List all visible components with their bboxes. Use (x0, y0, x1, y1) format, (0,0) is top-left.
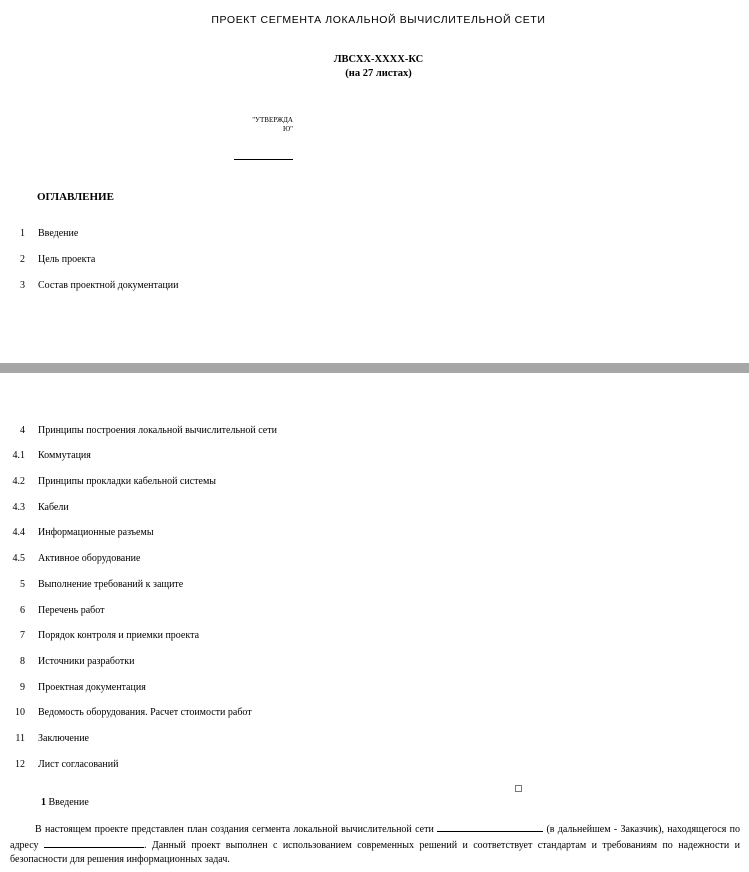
toc-item-label: Перечень работ (38, 605, 105, 616)
blank-field-network (437, 822, 543, 832)
section-heading-intro (41, 797, 89, 808)
toc-item-label: Коммутация (38, 450, 91, 461)
toc-item-label: Порядок контроля и приемки проекта (38, 630, 200, 641)
intro-text-3: . Данный проект выполнен с использованием современных решений и соответствует стандартам и требованиям по надежности и безопасности для решения информационных задач. (10, 839, 740, 865)
toc-title: ОГЛАВЛЕНИЕ (37, 191, 114, 203)
toc-item-label: Принципы построения локальной вычислительной сети (38, 425, 277, 436)
toc-item-number: 4.1 (12, 450, 25, 461)
toc-item-number: 6 (20, 605, 25, 616)
toc-item-number: 7 (20, 630, 25, 641)
intro-text-1: В настоящем проекте представлен план создания сегмента локальной вычислительной сети (35, 824, 434, 835)
toc-item-number: 4.4 (12, 527, 25, 538)
toc-item-label: Выполнение требований к защите (38, 579, 184, 590)
toc-item-number: 3 (20, 280, 25, 291)
anchor-marker (515, 785, 522, 792)
signature-line (234, 159, 293, 160)
document-code: ЛВСХХ-ХХХХ-КС (333, 54, 424, 65)
toc-item-number: 4.2 (12, 476, 25, 487)
toc-item-label: Принципы прокладки кабельной системы (38, 476, 217, 487)
approval-line-1: "УТВЕРЖДА (252, 116, 293, 124)
toc-item-label: Информационные разъемы (38, 527, 154, 538)
toc-item-label: Ведомость оборудования. Расчет стоимости работ (38, 707, 252, 718)
toc-item-label: Активное оборудование (38, 553, 141, 564)
section-title: Введение (48, 797, 89, 808)
toc-item-label: Лист согласований (38, 759, 119, 770)
toc-item-number: 12 (15, 759, 25, 770)
section-number: 1 (41, 797, 46, 808)
document-code-block (0, 53, 749, 81)
toc-item-number: 4.3 (12, 502, 25, 513)
toc-item-number: 4.5 (12, 553, 25, 564)
approval-stamp (245, 116, 293, 134)
toc-item-label: Цель проекта (38, 254, 96, 265)
toc-item-label: Проектная документация (38, 682, 146, 693)
toc-item-number: 9 (20, 682, 25, 693)
page-break (0, 363, 749, 373)
toc-item-number: 8 (20, 656, 25, 667)
toc-item-label: Состав проектной документации (38, 280, 179, 291)
toc-item-label: Кабели (38, 502, 69, 513)
toc-item-label: Источники разработки (38, 656, 135, 667)
approval-line-2: Ю" (282, 125, 293, 133)
intro-text-2: (в дальнейшем - Заказчик), находящегося по адресу (10, 824, 741, 851)
blank-field-address (44, 838, 144, 848)
toc-item-label: Заключение (38, 733, 89, 744)
document-header: ПРОЕКТ СЕГМЕНТА ЛОКАЛЬНОЙ ВЫЧИСЛИТЕЛЬНОЙ СЕТИ (211, 14, 546, 26)
toc-item-number: 11 (15, 733, 25, 744)
toc-item-number: 10 (15, 707, 25, 718)
toc-item-number: 4 (20, 425, 25, 436)
toc-item-label: Введение (38, 228, 79, 239)
toc-item-number: 5 (20, 579, 25, 590)
document-sheets: (на 27 листах) (345, 68, 412, 79)
toc-item-number: 2 (20, 254, 25, 265)
toc-item-number: 1 (20, 228, 25, 239)
intro-paragraph (10, 822, 740, 868)
